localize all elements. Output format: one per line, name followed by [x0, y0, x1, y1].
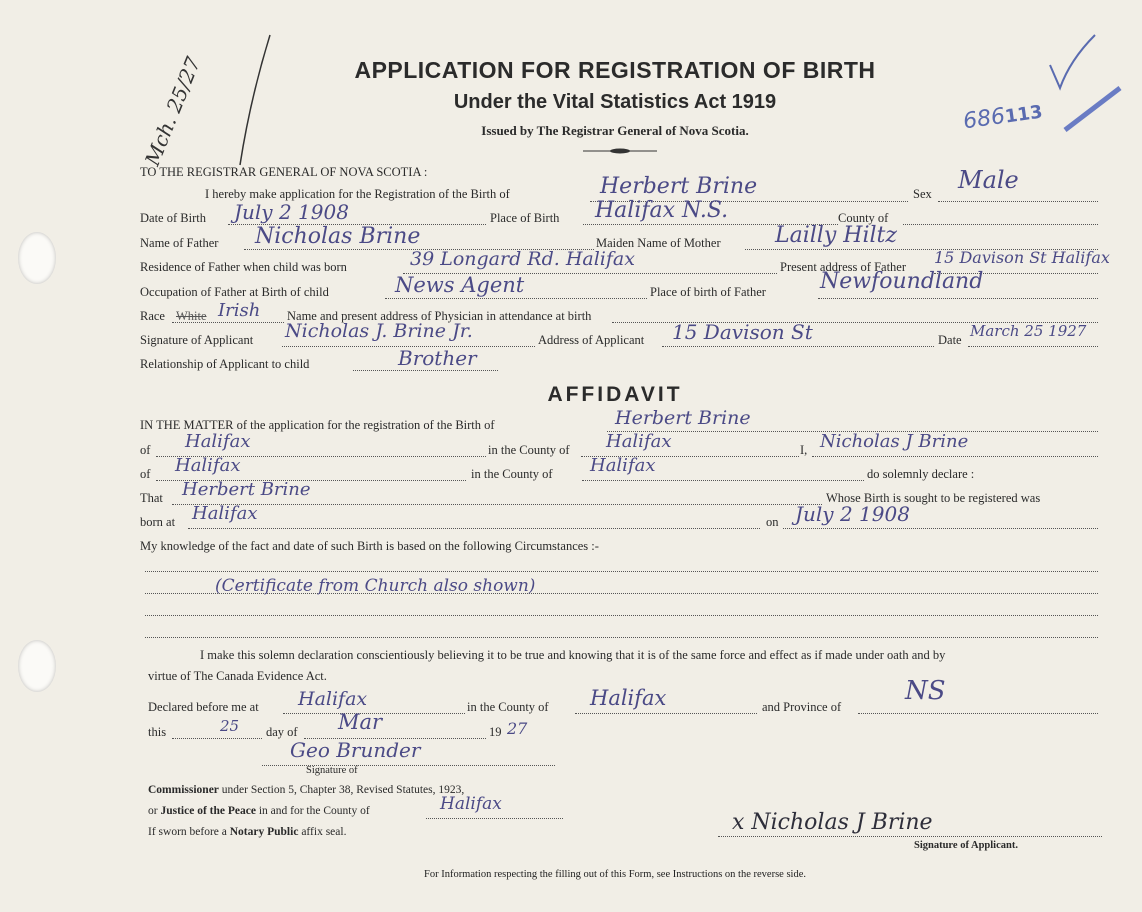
dotted-line [145, 637, 1098, 638]
signature-value: Nicholas J. Brine Jr. [285, 320, 473, 342]
county2-value: Halifax [590, 455, 656, 476]
born-at-label: born at [140, 515, 176, 529]
pob-label: Place of Birth [490, 211, 560, 225]
punch-hole [18, 640, 56, 692]
residence-label: Residence of Father when child was born [140, 260, 347, 274]
footer-note: For Information respecting the filling out of this Form, see Instructions on the reverse side. [423, 869, 806, 880]
date-label: Date [938, 333, 962, 347]
dotted-line [858, 713, 1098, 714]
dotted-line [145, 615, 1098, 616]
that-value: Herbert Brine [182, 479, 311, 500]
dotted-line [385, 298, 647, 299]
dotted-line [353, 370, 498, 371]
matter-value: Herbert Brine [615, 407, 751, 429]
dotted-line [938, 201, 1098, 202]
on-label: on [766, 515, 779, 529]
sex-label: Sex [913, 187, 932, 201]
mother-value: Lailly Hiltz [775, 223, 897, 248]
applicant-address-value: 15 Davison St [672, 320, 813, 344]
month-value: Mar [338, 710, 383, 734]
jp-line: or Justice of the Peace in and for the County of [148, 805, 370, 817]
dotted-line [818, 298, 1098, 299]
solemn-declaration-cont: virtue of The Canada Evidence Act. [148, 669, 327, 683]
race-label: Race [140, 309, 165, 323]
affidavit-heading: AFFIDAVIT [547, 383, 683, 406]
of2-value: Halifax [175, 455, 241, 476]
province-label: and Province of [762, 700, 842, 714]
that-label: That [140, 491, 163, 505]
declared-county-value: Halifax [590, 686, 667, 710]
whose-birth-label: Whose Birth is sought to be registered was [826, 491, 1041, 505]
salutation: TO THE REGISTRAR GENERAL OF NOVA SCOTIA : [140, 165, 428, 179]
dotted-line [426, 818, 563, 819]
occupation-value: News Agent [395, 273, 525, 297]
of1-value: Halifax [185, 431, 251, 452]
declarant-value: Nicholas J Brine [820, 431, 969, 452]
father-pob-label: Place of birth of Father [650, 285, 766, 299]
matter-label: IN THE MATTER of the application for the registration of the Birth of [140, 418, 495, 432]
commissioner-line: Commissioner under Section 5, Chapter 38, Revised Statutes, 1923, [148, 784, 465, 796]
dotted-line [968, 346, 1098, 347]
form-subtitle: Under the Vital Statistics Act 1919 [453, 91, 777, 113]
circumstance-value: (Certificate from Church also shown) [215, 576, 536, 596]
notary-line: If sworn before a Notary Public affix seal. [148, 826, 347, 838]
issued-by: Issued by The Registrar General of Nova Scotia. [481, 123, 749, 138]
registration-number: 686113 [961, 101, 1044, 135]
year-prefix: 19 [489, 725, 502, 739]
dotted-line [188, 528, 760, 529]
mother-label: Maiden Name of Mother [596, 236, 721, 250]
father-value: Nicholas Brine [255, 224, 421, 249]
father-label: Name of Father [140, 236, 219, 250]
margin-note: Mch. 25/27 [140, 53, 206, 169]
jp-county-value: Halifax [440, 794, 502, 814]
of-label: of [140, 467, 151, 481]
signature-of-label: Signature of [306, 765, 358, 776]
date-value: March 25 1927 [970, 322, 1087, 340]
applicant-signature-label: Signature of Applicant. [914, 840, 1018, 851]
knowledge-label: My knowledge of the fact and date of such Birth is based on the following Circumstances :- [140, 539, 599, 553]
present-address-value: 15 Davison St Halifax [934, 248, 1110, 267]
this-label: this [148, 725, 167, 739]
pob-value: Halifax N.S. [595, 198, 729, 223]
in-county-label: in the County of [471, 467, 553, 481]
born-at-value: Halifax [192, 503, 258, 524]
relationship-label: Relationship of Applicant to child [140, 357, 310, 371]
year-value: 27 [507, 719, 528, 738]
child-name: Herbert Brine [600, 174, 758, 199]
race-struck: White [176, 309, 207, 323]
in-county-label: in the County of [488, 443, 570, 457]
province-value: NS [905, 676, 946, 706]
dotted-line [783, 528, 1098, 529]
declared-label: Declared before me at [148, 700, 259, 714]
occupation-label: Occupation of Father at Birth of child [140, 285, 329, 299]
in-the-county-label: in the County of [467, 700, 549, 714]
signature-label: Signature of Applicant [140, 333, 254, 347]
declared-at-value: Halifax [298, 688, 368, 710]
solemn-declaration: I make this solemn declaration conscientiously believing it to be true and knowing that it is of the same force and effect as if made under oath and by [200, 648, 946, 662]
of-label: of [140, 443, 151, 457]
day-of-label: day of [266, 725, 298, 739]
dotted-line [172, 738, 262, 739]
intro-label: I hereby make application for the Registration of the Birth of [205, 187, 510, 201]
dotted-line [662, 346, 934, 347]
county1-value: Halifax [606, 431, 672, 452]
county-label: County of [838, 211, 889, 225]
dob-label: Date of Birth [140, 211, 206, 225]
relationship-value: Brother [398, 346, 477, 370]
commissioner-signature: Geo Brunder [290, 738, 421, 762]
punch-hole [18, 232, 56, 284]
day-value: 25 [220, 717, 240, 735]
dob-value: July 2 1908 [234, 200, 349, 224]
applicant-address-label: Address of Applicant [538, 333, 645, 347]
dotted-line [172, 504, 822, 505]
dotted-line [575, 713, 757, 714]
ornament-rule [583, 148, 657, 154]
dotted-line [582, 480, 864, 481]
applicant-signature: x Nicholas J Brine [732, 810, 933, 835]
physician-label: Name and present address of Physician in attendance at birth [287, 309, 592, 323]
sex-value: Male [958, 166, 1019, 194]
dotted-line [903, 224, 1098, 225]
race-value: Irish [218, 300, 261, 321]
dotted-line [718, 836, 1102, 837]
father-pob-value: Newfoundland [820, 269, 984, 294]
form-title: APPLICATION FOR REGISTRATION OF BIRTH [354, 57, 876, 83]
born-on-value: July 2 1908 [795, 502, 910, 526]
present-address-label: Present address of Father [780, 260, 907, 274]
residence-value: 39 Longard Rd. Halifax [410, 248, 635, 270]
i-label: I, [800, 443, 808, 457]
declare-label: do solemnly declare : [867, 467, 975, 481]
dotted-line [812, 456, 1098, 457]
dotted-line [145, 571, 1098, 572]
